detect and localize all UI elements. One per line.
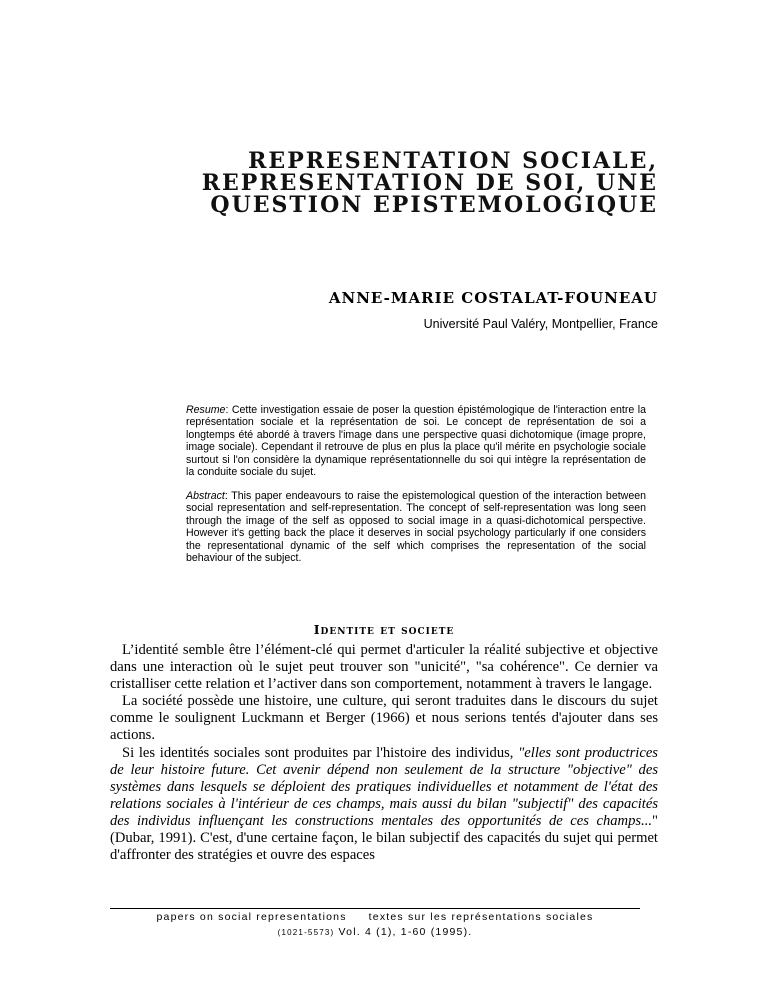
title-line: QUESTION EPISTEMOLOGIQUE — [210, 192, 658, 218]
paragraph-text: " (Dubar, 1991). C'est, d'une certaine façon, le bilan subjectif des capacités du sujet qui permet d'affronter des stratégies et ouvre des espaces — [110, 812, 658, 864]
resume-block — [186, 404, 646, 478]
paragraph-text: Si les identités sociales sont produites par l'histoire des individus, — [122, 744, 519, 761]
abstract-text: : This paper endeavours to raise the epistemological question of the interaction between social representation and self-representation. The concept of self-representation was long seen through the image of the self as opposed to social image in a quasi-dichotomical perspective. However it's getting back the place it deserves in social psychology particularly if one considers the representational dynamic of the self which comprises the representation of the social behaviour of the subject. — [186, 490, 646, 565]
article-title — [98, 150, 658, 216]
author-name: ANNE-MARIE COSTALAT-FOUNEAU — [328, 289, 658, 307]
author-affiliation: Université Paul Valéry, Montpellier, France — [423, 317, 658, 331]
volume-info: Vol. 4 (1), 1-60 (1995). — [338, 926, 473, 938]
section-heading: Identite et societe — [313, 622, 455, 637]
journal-name-fr: textes sur les représentations sociales — [368, 911, 594, 923]
footer-divider — [110, 908, 640, 909]
resume-text: : Cette investigation essaie de poser la question épistémologique de l'interaction entre la représentation sociale et la représentation de soi. Le concept de représentation de soi a longtemps été abordé à travers l'image dans une perspective quasi dichotomique (image propre, image sociale). Cependant il retrouve de plus en plus la place qu'il mérite en psychologie sociale surtout si l'on considère la dynamique représentationnelle du soi qui intègre la représentation de la conduite sociale du sujet. — [186, 404, 646, 479]
body-text — [110, 642, 658, 864]
title-line: REPRESENTATION DE SOI, UNE — [201, 170, 658, 196]
abstract-block — [186, 490, 646, 564]
resume-label: Resume — [186, 404, 226, 416]
issn: (1021-5573) — [277, 928, 335, 937]
paragraph: L’identité semble être l’élément-clé qui permet d'articuler la réalité subjective et objective dans une interaction où le sujet peut trouver son "unicité", "sa cohérence". Ce dernier va cristalliser cette relation et l’activer dans son comportement, notamment à travers le langage. — [110, 642, 658, 693]
paragraph — [110, 745, 658, 865]
abstract-label: Abstract — [186, 490, 225, 502]
journal-name-en: papers on social representations — [156, 911, 347, 923]
paragraph: La société possède une histoire, une culture, qui seront traduites dans le discours du sujet comme le soulignent Luckmann et Berger (1966) et nous serions tentés d'ajouter dans ses actions. — [110, 693, 658, 744]
footer-journal — [110, 911, 640, 923]
quotation: "elles sont productrices de leur histoire future. Cet avenir dépend non seulement de la structure "objective" des systèmes dans lesquels se déploient des pratiques individuelles et notamment de l'état des relations sociales à l'intérieur de ces champs, mais aussi du bilan "subjectif" des capacités des individus influençant les constructions mentales des opportunités de ces champs... — [110, 744, 658, 829]
footer-citation — [110, 926, 640, 938]
title-line: REPRESENTATION SOCIALE, — [248, 148, 658, 174]
